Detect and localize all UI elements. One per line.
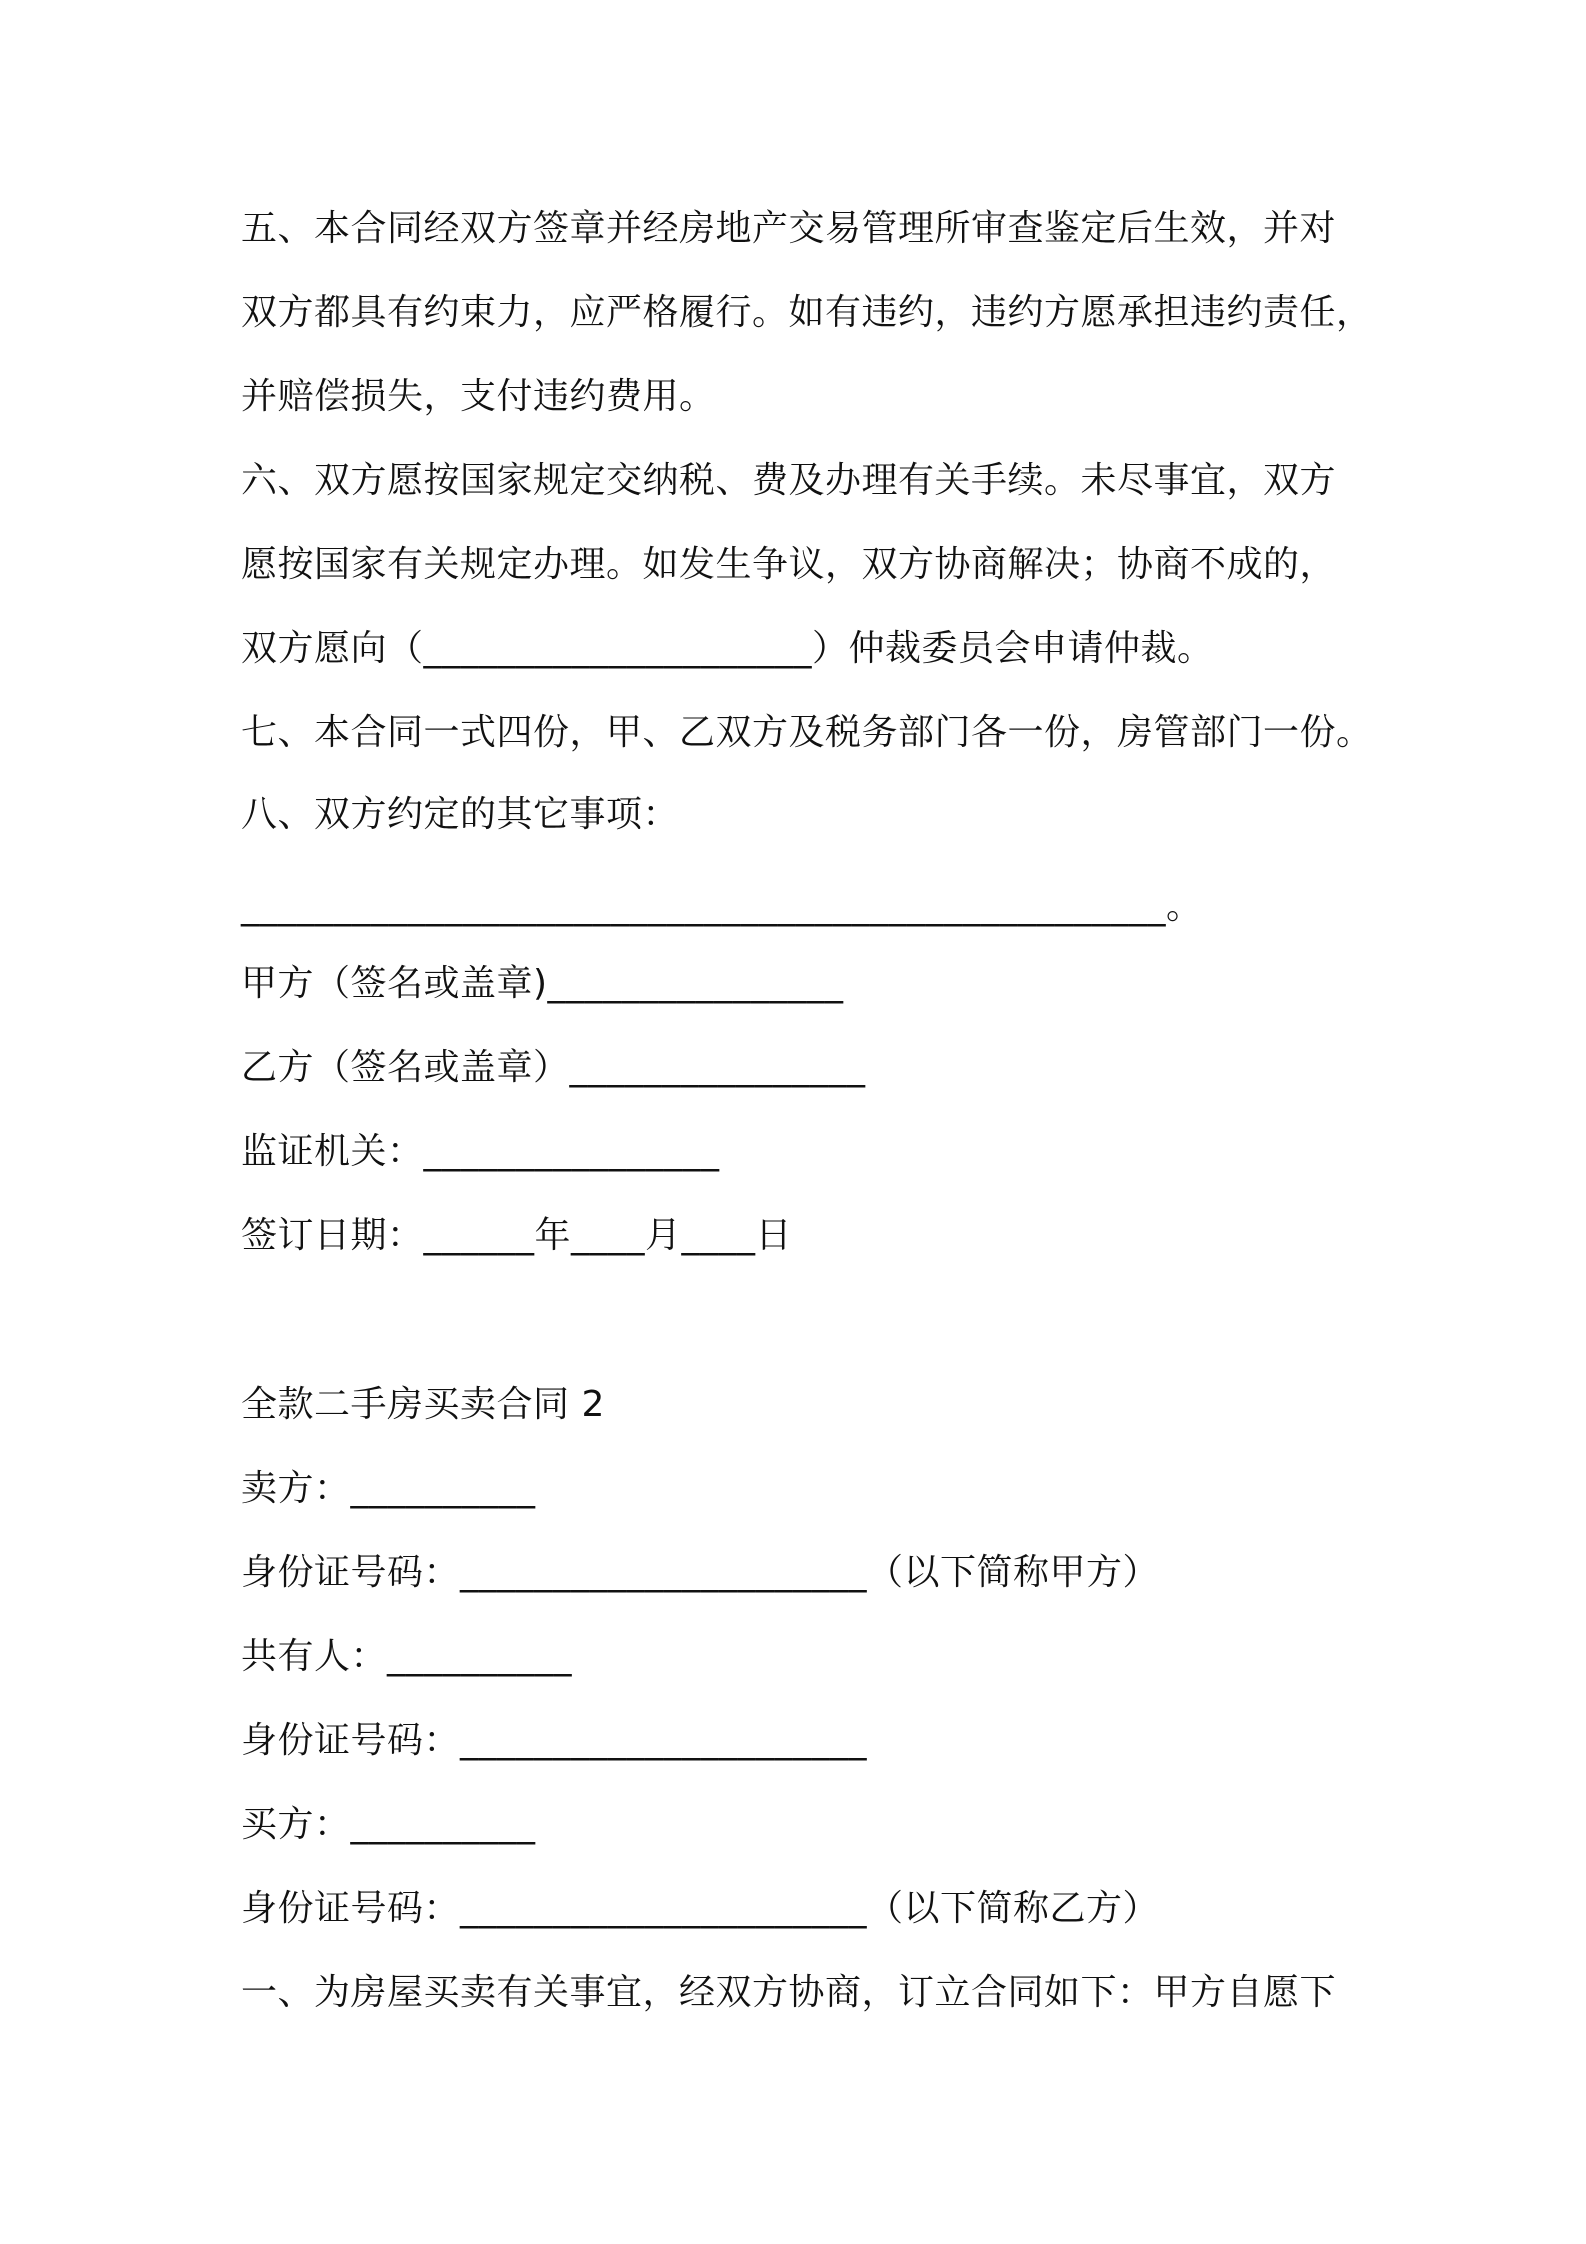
clause-five-line-3: 并赔偿损失，支付违约费用。 (241, 376, 716, 417)
seller-id-number-field: 身份证号码：______________________（以下简称甲方） (241, 1552, 1160, 1593)
co-owner-id-number-field: 身份证号码：______________________ (241, 1720, 868, 1761)
clause-one-line-1: 一、为房屋买卖有关事宜，经双方协商，订立合同如下：甲方自愿下 (241, 1972, 1337, 2013)
seller-field: 卖方：__________ (241, 1468, 536, 1509)
supervising-authority: 监证机关：________________ (241, 1131, 720, 1172)
clause-six-line-2: 愿按国家有关规定办理。如发生争议，双方协商解决；协商不成的， (241, 544, 1337, 585)
clause-five-line-1: 五、本合同经双方签章并经房地产交易管理所审查鉴定后生效，并对 (241, 208, 1337, 249)
co-owner-field: 共有人：__________ (241, 1636, 573, 1677)
party-a-signature: 甲方（签名或盖章)________________ (241, 963, 844, 1004)
contract-2-title: 全款二手房买卖合同 2 (241, 1384, 605, 1425)
buyer-field: 买方：__________ (241, 1804, 536, 1845)
other-matters-blank: __________________________________________________。 (241, 886, 1203, 927)
signing-date: 签订日期：______年____月____日 (241, 1215, 793, 1256)
clause-seven: 七、本合同一式四份，甲、乙双方及税务部门各一份，房管部门一份。 (241, 712, 1373, 753)
party-b-signature: 乙方（签名或盖章）________________ (241, 1047, 866, 1088)
clause-eight: 八、双方约定的其它事项： (241, 794, 680, 835)
clause-six-line-3: 双方愿向（_____________________）仲裁委员会申请仲裁。 (241, 628, 1214, 669)
clause-six-line-1: 六、双方愿按国家规定交纳税、费及办理有关手续。未尽事宜，双方 (241, 460, 1337, 501)
clause-five-line-2: 双方都具有约束力，应严格履行。如有违约，违约方愿承担违约责任， (241, 292, 1373, 333)
buyer-id-number-field: 身份证号码：______________________（以下简称乙方） (241, 1888, 1160, 1929)
